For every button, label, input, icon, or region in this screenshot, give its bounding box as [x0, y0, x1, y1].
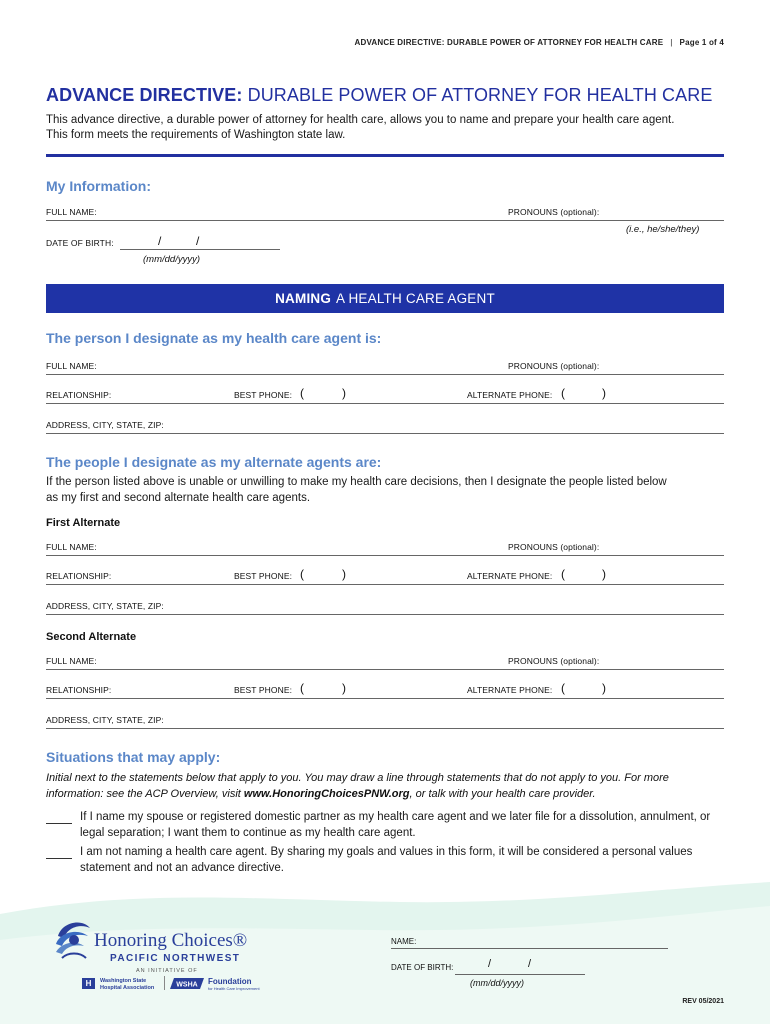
- situations-instr-line-2: [46, 786, 726, 802]
- situation-1-line-2: legal separation; I want them to continue as my health care agent.: [80, 827, 416, 839]
- title-divider: [46, 154, 724, 157]
- alternates-intro: [46, 474, 667, 506]
- alt2-relationship-label: RELATIONSHIP:: [46, 685, 112, 695]
- alt2-alt-phone-label: ALTERNATE PHONE:: [467, 685, 553, 695]
- initial-blank-1[interactable]: [46, 823, 72, 824]
- agent-alt-phone-label: ALTERNATE PHONE:: [467, 390, 553, 400]
- banner-rest: A HEALTH CARE AGENT: [336, 291, 495, 306]
- alt2-best-phone-label: BEST PHONE:: [234, 685, 293, 695]
- alt1-best-phone-paren-open: (: [300, 567, 304, 581]
- alt2-best-phone-paren-close: ): [342, 681, 346, 695]
- footer-name-label: NAME:: [391, 937, 417, 946]
- my-full-name-label: FULL NAME:: [46, 207, 97, 217]
- initial-blank-2[interactable]: [46, 858, 72, 859]
- alt1-address-label: ADDRESS, CITY, STATE, ZIP:: [46, 601, 164, 611]
- honoring-choices-logo: [52, 916, 282, 996]
- alt1-relationship-label: RELATIONSHIP:: [46, 571, 112, 581]
- alt2-address-field[interactable]: [46, 728, 724, 729]
- footer-dob-field[interactable]: [455, 974, 585, 975]
- website-link[interactable]: www.HonoringChoicesPNW.org: [243, 788, 410, 800]
- alt2-address-label: ADDRESS, CITY, STATE, ZIP:: [46, 715, 164, 725]
- logo-wsha: [100, 978, 154, 991]
- alt1-address-field[interactable]: [46, 614, 724, 615]
- title-rest: DURABLE POWER OF ATTORNEY FOR HEALTH CARE: [247, 85, 713, 105]
- alt2-phone-field[interactable]: [46, 698, 724, 699]
- agent-best-phone-paren-close: ): [342, 386, 346, 400]
- agent-alt-phone-paren-close: ): [602, 386, 606, 400]
- alt2-best-phone-paren-open: (: [300, 681, 304, 695]
- intro-line-2: This form meets the requirements of Washington state law.: [46, 129, 346, 141]
- logo-name: Honoring Choices®: [94, 930, 248, 951]
- alt2-pronouns-label: PRONOUNS (optional):: [508, 656, 600, 666]
- alt1-best-phone-label: BEST PHONE:: [234, 571, 293, 581]
- logo-wsha-line-1: Washington State: [100, 978, 147, 984]
- alternates-heading: The people I designate as my alternate agents are:: [46, 454, 382, 470]
- logo-emblem-icon: [52, 918, 94, 962]
- my-information-heading: My Information:: [46, 178, 151, 194]
- my-dob-label: DATE OF BIRTH:: [46, 238, 114, 248]
- agent-best-phone-label: BEST PHONE:: [234, 390, 293, 400]
- alt1-alt-phone-label: ALTERNATE PHONE:: [467, 571, 553, 581]
- intro-line-1: This advance directive, a durable power of attorney for health care, allows you to name and prepare your health care agent.: [46, 114, 675, 126]
- situation-2-line-2: statement and not an advance directive.: [80, 862, 284, 874]
- logo-foundation-name: Foundation: [208, 977, 252, 986]
- intro-text: [46, 113, 726, 143]
- alt1-alt-phone-paren-open: (: [561, 567, 565, 581]
- my-dob-slash-2: /: [196, 234, 200, 248]
- alt1-alt-phone-paren-close: ): [602, 567, 606, 581]
- alt1-phone-field[interactable]: [46, 584, 724, 585]
- logo-initiative: AN INITIATIVE OF: [136, 968, 198, 974]
- running-title: ADVANCE DIRECTIVE: DURABLE POWER OF ATTORNEY FOR HEALTH CARE: [354, 38, 664, 47]
- situation-item-1: [80, 809, 730, 841]
- alternates-intro-line-1: If the person listed above is unable or unwilling to make my health care decisions, then I designate the people listed below: [46, 476, 667, 488]
- logo-foundation-sub: for Health Care Improvement: [208, 986, 260, 991]
- alt1-best-phone-paren-close: ): [342, 567, 346, 581]
- alt1-full-name-field[interactable]: [46, 555, 724, 556]
- agent-full-name-field[interactable]: [46, 374, 724, 375]
- header-separator: |: [670, 38, 673, 47]
- alt2-alt-phone-paren-close: ): [602, 681, 606, 695]
- situation-2-line-1: I am not naming a health care agent. By sharing my goals and values in this form, it will be considered a personal values: [80, 846, 693, 858]
- first-alternate-heading: First Alternate: [46, 517, 121, 529]
- second-alternate-heading: Second Alternate: [46, 631, 137, 643]
- running-header: [355, 38, 724, 47]
- logo-divider: [164, 976, 165, 990]
- agent-address-label: ADDRESS, CITY, STATE, ZIP:: [46, 420, 164, 430]
- page-number: Page 1 of 4: [679, 38, 724, 47]
- alt2-full-name-field[interactable]: [46, 669, 724, 670]
- alt1-pronouns-label: PRONOUNS (optional):: [508, 542, 600, 552]
- footer-dob-hint: (mm/dd/yyyy): [470, 978, 524, 988]
- alt2-alt-phone-paren-open: (: [561, 681, 565, 695]
- footer-dob-label: DATE OF BIRTH:: [391, 963, 454, 972]
- agent-heading: The person I designate as my health care agent is:: [46, 330, 382, 346]
- revision-label: REV 05/2021: [682, 998, 724, 1005]
- my-pronouns-label: PRONOUNS (optional):: [508, 207, 600, 217]
- footer-name-field[interactable]: [391, 948, 668, 949]
- wsha-foundation-mark-icon: [170, 978, 204, 989]
- footer-dob-slash-1: /: [488, 958, 492, 970]
- my-dob-hint: (mm/dd/yyyy): [143, 254, 200, 265]
- instr-prefix: information: see the ACP Overview, visit: [46, 788, 241, 800]
- instr-suffix: , or talk with your health care provider.: [409, 788, 596, 800]
- situations-instructions: [46, 770, 726, 802]
- document-title: [46, 85, 712, 106]
- my-dob-slash-1: /: [158, 234, 162, 248]
- logo-wsha-line-2: Hospital Association: [100, 984, 155, 991]
- alt1-full-name-label: FULL NAME:: [46, 542, 97, 552]
- situation-item-2: [80, 844, 730, 876]
- agent-alt-phone-paren-open: (: [561, 386, 565, 400]
- situation-1-line-1: If I name my spouse or registered domestic partner as my health care agent and we later file for a dissolution, annulment, or: [80, 811, 711, 823]
- svg-text:WSHA: WSHA: [176, 981, 198, 989]
- agent-best-phone-paren-open: (: [300, 386, 304, 400]
- banner-bold: NAMING: [275, 291, 332, 306]
- wsha-mark-icon: H: [82, 978, 95, 989]
- my-pronouns-hint: (i.e., he/she/they): [626, 224, 700, 235]
- my-dob-field[interactable]: [120, 249, 280, 250]
- agent-address-field[interactable]: [46, 433, 724, 434]
- agent-relationship-label: RELATIONSHIP:: [46, 390, 112, 400]
- agent-pronouns-label: PRONOUNS (optional):: [508, 361, 600, 371]
- alternates-intro-line-2: as my first and second alternate health care agents.: [46, 492, 311, 504]
- my-full-name-field[interactable]: [46, 220, 724, 221]
- logo-subtitle: PACIFIC NORTHWEST: [110, 953, 241, 964]
- logo-foundation: [208, 977, 260, 991]
- section-banner: [46, 284, 724, 313]
- situations-instr-line-1: Initial next to the statements below that apply to you. You may draw a line through statements that do not apply to you. For more: [46, 772, 669, 784]
- alt2-full-name-label: FULL NAME:: [46, 656, 97, 666]
- footer-dob-slash-2: /: [528, 958, 532, 970]
- agent-phone-field[interactable]: [46, 403, 724, 404]
- agent-full-name-label: FULL NAME:: [46, 361, 97, 371]
- situations-heading: Situations that may apply:: [46, 749, 221, 765]
- title-bold: ADVANCE DIRECTIVE:: [46, 85, 243, 105]
